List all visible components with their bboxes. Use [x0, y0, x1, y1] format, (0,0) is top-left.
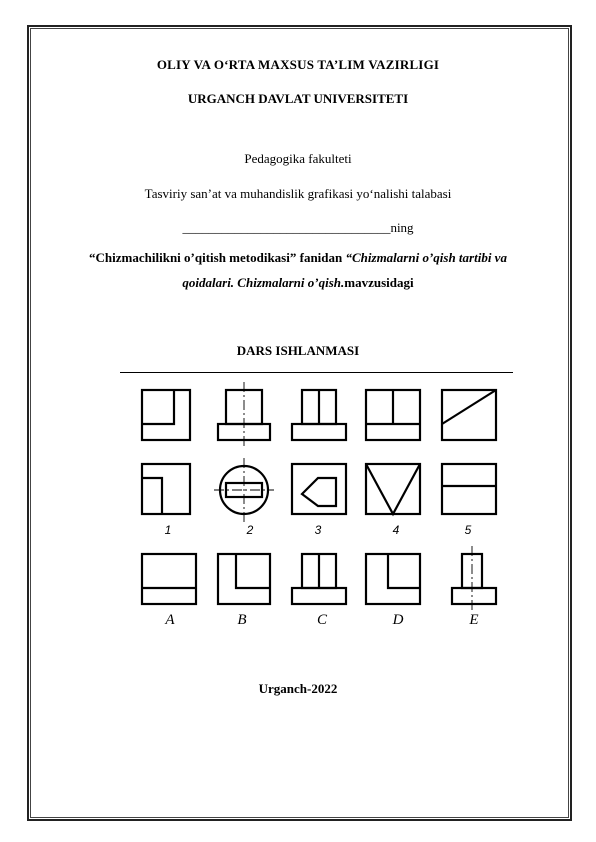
label-E: E — [469, 612, 479, 628]
label-D: D — [392, 612, 404, 628]
title-underline — [120, 372, 513, 373]
row1-fig4 — [366, 390, 420, 440]
row2-fig5 — [442, 464, 496, 514]
label-3: 3 — [314, 523, 322, 537]
faculty-name: Pedagogika fakulteti — [244, 151, 352, 166]
row3-figE — [452, 554, 496, 604]
topic-line-2 — [0, 275, 596, 291]
projection-exercise-figure — [132, 382, 512, 630]
student-line: Tasviriy san’at va muhandislik grafikasi yo‘nalishi talabasi — [144, 186, 452, 201]
city-year: Urganch-2022 — [258, 681, 338, 696]
row2-fig1 — [142, 464, 190, 514]
label-5: 5 — [464, 523, 472, 537]
projection-drawings — [132, 382, 512, 630]
subject-name: “Chizmachilikni o’qitish metodikasi” — [89, 250, 297, 265]
document-title: DARS ISHLANMASI — [236, 343, 360, 358]
topic-line-1 — [0, 250, 596, 266]
row3-figC — [292, 554, 346, 604]
row2-fig3 — [292, 464, 346, 514]
mavzusidagi-text: mavzusidagi — [344, 275, 414, 290]
row3-figB — [218, 554, 270, 604]
ministry-heading: OLIY VA O‘RTA MAXSUS TA’LIM VAZIRLIGI — [156, 57, 440, 72]
row1-fig3 — [292, 390, 346, 440]
student-name-row — [0, 220, 596, 236]
topic-title-part2: qoidalari. Chizmalarni o’qish. — [182, 275, 345, 290]
topic-title-part1: “Chizmalarni o’qish tartibi va — [345, 250, 507, 265]
name-blank: ________________________________ — [182, 220, 391, 235]
name-suffix: ning — [390, 220, 414, 235]
label-B: B — [237, 612, 247, 628]
label-C: C — [316, 612, 328, 628]
university-heading: URGANCH DAVLAT UNIVERSITETI — [187, 91, 409, 106]
label-4: 4 — [392, 523, 400, 537]
label-A: A — [165, 612, 175, 628]
row1-fig5 — [442, 390, 496, 440]
row3-figA — [142, 554, 196, 604]
label-2: 2 — [246, 523, 254, 537]
fanidan-text: fanidan — [296, 250, 346, 265]
row2-fig4 — [366, 464, 420, 514]
row1-fig1 — [142, 390, 190, 440]
row3-figD — [366, 554, 420, 604]
label-1: 1 — [164, 523, 172, 537]
